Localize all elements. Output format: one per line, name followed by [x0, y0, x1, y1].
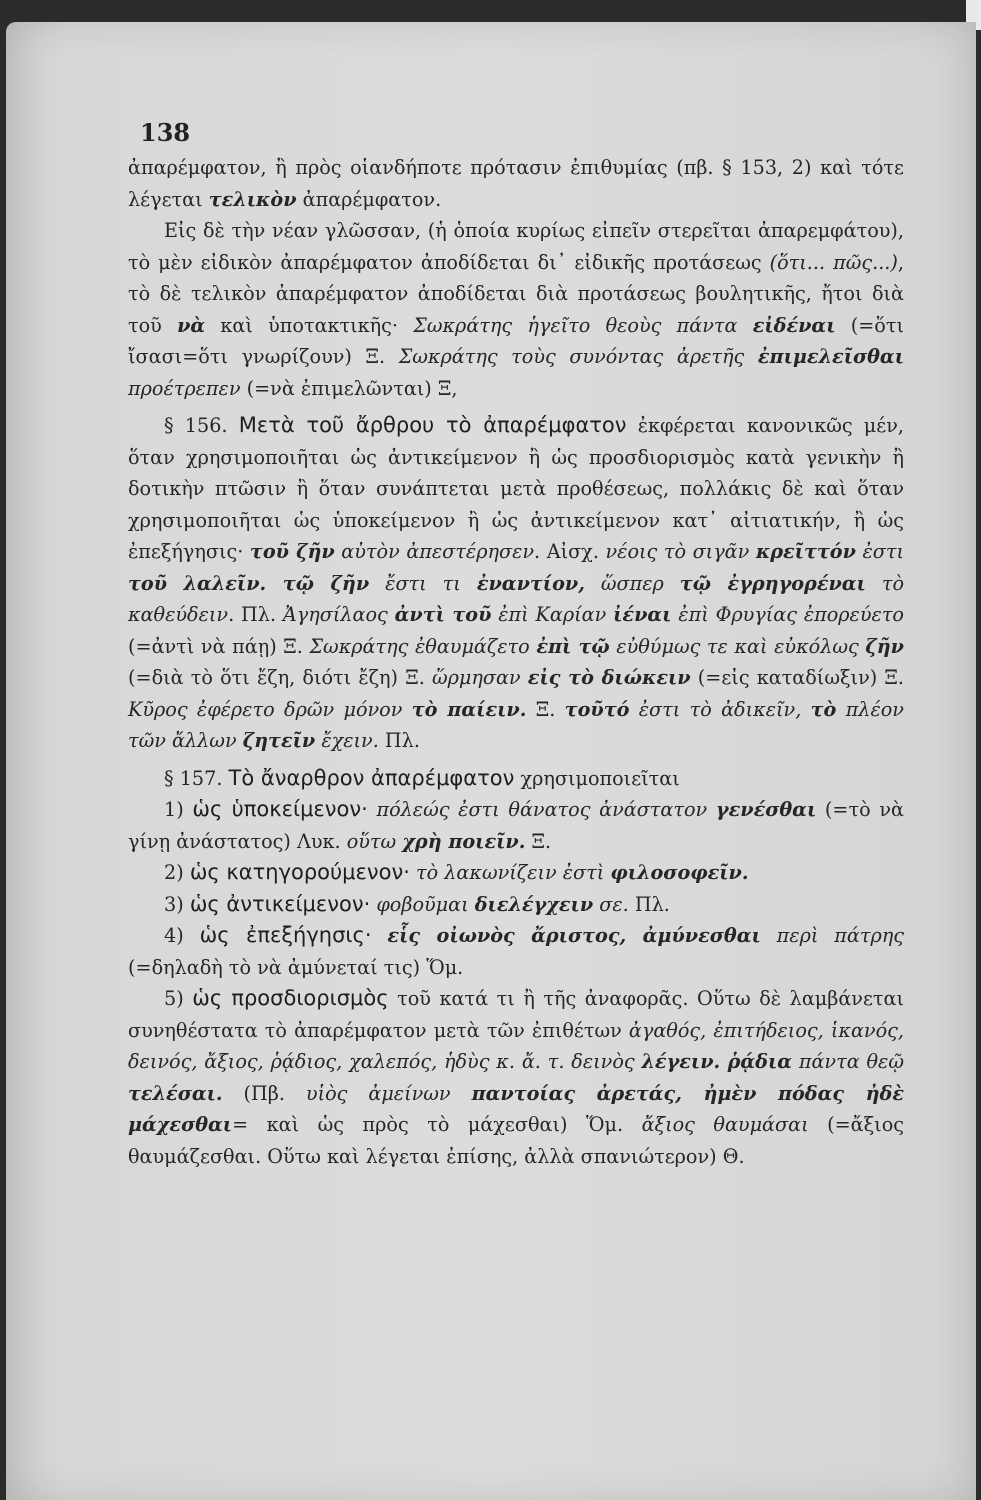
list-item-5: 5) ὡς προσδιορισμὸς τοῦ κατά τι ἢ τῆς ἀναφορᾶς. Οὕτω δὲ λαμβάνεται συνηθέστατα τὸ ἀπαρέμφατον μετὰ τῶν ἐπιθέτων ἀγαθός, ἐπιτήδειος, ἱκανός, δεινός, ἄξιος, ῥᾴδιος, χαλεπός, ἡδὺς κ. ἄ. τ. δεινὸς λέγειν. ῥᾴδια πάντα θεῷ τελέσαι. (Πβ. υἱὸς ἀμείνων παντοίας ἀρετάς, ἠμὲν πόδας ἠδὲ μάχεσθαι= καὶ ὡς πρὸς τὸ μάχεσθαι) Ὅμ. ἄξιος θαυμάσαι (=ἄξιος θαυμάζεσθαι. Οὕτω καὶ λέγεται ἐπίσης, ἀλλὰ σπανιώτερον) Θ.	[128, 986, 905, 1168]
page-number: 138	[140, 118, 191, 147]
section-heading: Τὸ ἄναρθρον ἀπαρέμφατον	[228, 765, 515, 790]
section-heading: Μετὰ τοῦ ἄρθρου τὸ ἀπαρέμφατον	[238, 413, 627, 437]
section-number: § 157.	[164, 766, 223, 790]
list-item-1: 1) ὡς ὑποκείμενον· πόλεώς ἐστι θάνατος ἀνάστατον γενέσθαι (=τὸ νὰ γίνῃ ἀνάστατος) Λυκ. οὕτω χρὴ ποιεῖν. Ξ.	[128, 797, 904, 853]
body-text	[128, 152, 904, 1172]
paragraph-1: ἀπαρέμφατον, ἢ πρὸς οἱανδήποτε πρότασιν ἐπιθυμίας (πβ. § 153, 2) καὶ τότε λέγεται τελικὸν ἀπαρέμφατον.	[128, 156, 904, 211]
section-number: § 156.	[164, 414, 228, 437]
list-item-2: 2) ὡς κατηγορούμενον· τὸ λακωνίζειν ἐστὶ φιλοσοφεῖν.	[164, 860, 749, 884]
section-157: § 157. Τὸ ἄναρθρον ἀπαρέμφατον χρησιμοποιεῖται	[164, 765, 680, 790]
list-item-3: 3) ὡς ἀντικείμενον· φοβοῦμαι διελέγχειν σε. Πλ.	[164, 891, 670, 916]
paragraph-2: Εἰς δὲ τὴν νέαν γλῶσσαν, (ἡ ὁποία κυρίως εἰπεῖν στερεῖται ἀπαρεμφάτου), τὸ μὲν εἰδικὸν ἀπαρέμφατον ἀποδίδεται δι᾽ εἰδικῆς προτάσεως (ὅτι... πῶς...), τὸ δὲ τελικὸν ἀπαρέμφατον ἀποδίδεται διὰ προτάσεως βουλητικῆς, ἤτοι διὰ τοῦ νὰ καὶ ὑποτακτικῆς· Σωκράτης ἡγεῖτο θεοὺς πάντα εἰδέναι (=ὅτι ἴσασι=ὅτι γνωρίζουν) Ξ. Σωκράτης τοὺς συνόντας ἀρετῆς ἐπιμελεῖσθαι προέτρεπεν (=νὰ ἐπιμελῶνται) Ξ,	[128, 219, 904, 400]
section-156: § 156. Μετὰ τοῦ ἄρθρου τὸ ἀπαρέμφατον ἐκφέρεται κανονικῶς μέν, ὅταν χρησιμοποιῆται ὡς ἀντικείμενον ἢ ὡς προσδιορισμὸς κατὰ γενικὴν ἢ δοτικὴν πτῶσιν ἢ ὅταν συνάπτεται μετὰ προθέσεως, πολλάκις δὲ καὶ ὅταν χρησιμοποιῆται ὡς ὑποκείμενον ἢ ὡς ἀντικείμενον κατ᾽ αἰτιατικήν, ἢ ὡς ἐπεξήγησις· τοῦ ζῆν αὐτὸν ἀπεστέρησεν. Αἰσχ. νέοις τὸ σιγᾶν κρεῖττόν ἐστι τοῦ λαλεῖν. τῷ ζῆν ἔστι τι ἐναντίον, ὥσπερ τῷ ἐγρηγορέναι τὸ καθεύδειν. Πλ. Ἀγησίλαος ἀντὶ τοῦ ἐπὶ Καρίαν ἰέναι ἐπὶ Φρυγίας ἐπορεύετο (=ἀντὶ νὰ πάῃ) Ξ. Σωκράτης ἐθαυμάζετο ἐπὶ τῷ εὐθύμως τε καὶ εὐκόλως ζῆν (=διὰ τὸ ὅτι ἔζη, διότι ἔζη) Ξ. ὥρμησαν εἰς τὸ διώκειν (=εἰς καταδίωξιν) Ξ. Κῦρος ἐφέρετο δρῶν μόνον τὸ παίειν. Ξ. τοῦτό ἐστι τὸ ἀδικεῖν, τὸ πλέον τῶν ἄλλων ζητεῖν ἔχειν. Πλ.	[128, 413, 905, 752]
list-item-4: 4) ὡς ἐπεξήγησις· εἷς οἰωνὸς ἄριστος, ἀμύνεσθαι περὶ πάτρης (=δηλαδὴ τὸ νὰ ἀμύνεταί τις) Ὅμ.	[128, 923, 904, 979]
